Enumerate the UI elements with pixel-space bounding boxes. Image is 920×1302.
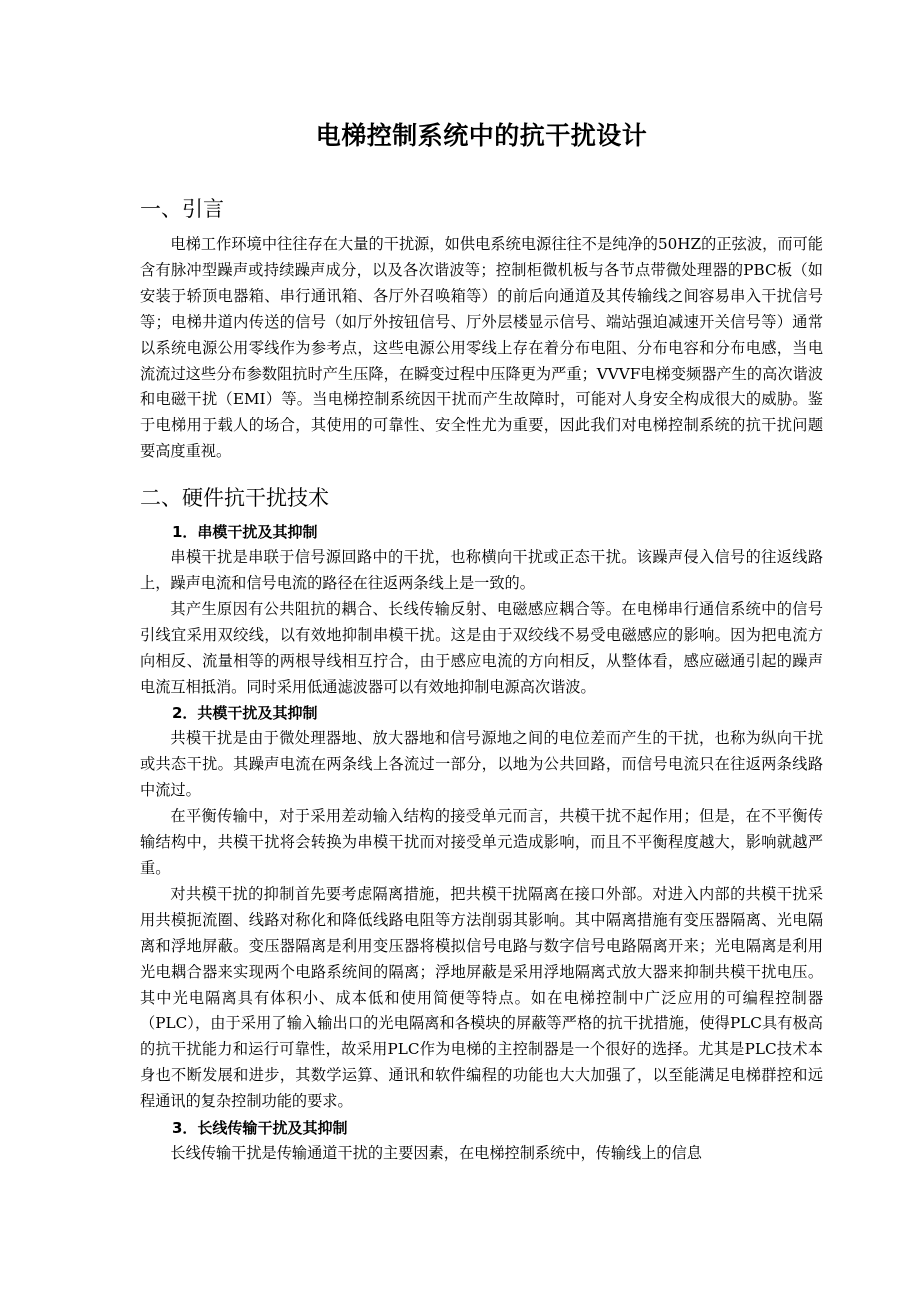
series-mode-paragraph-2: 其产生原因有公共阻抗的耦合、长线传输反射、电磁感应耦合等。在电梯串行通信系统中的信号引线宜采用双绞线，以有效地抑制串模干扰。这是由于双绞线不易受电磁感应的影响。因为把电流方向相反、流量相等的两根导线相互拧合，由于感应电流的方向相反，从整体看，感应磁通引起的躁声电流互相抵消。同时采用低通滤波器可以有效地抑制电源高次谐波。 [140,599,823,696]
hardware-section [140,519,823,1167]
introduction-paragraph: 电梯工作环境中往往存在大量的干扰源，如供电系统电源往往不是纯净的50HZ的正弦波，而可能含有脉冲型躁声或持续躁声成分，以及各次谐波等；控制柜微机板与各节点带微处理器的PBC板（如安装于轿顶电器箱、串行通讯箱、各厅外召唤箱等）的前后向通道及其传输线之间容易串入干扰信号等；电梯井道内传送的信号（如厅外按钮信号、厅外层楼显示信号、端站强迫减速开关信号等）通常以系统电源公用零线作为参考点，这些电源公用零线上存在着分布电阻、分布电容和分布电感，当电流流过这些分布参数阻抗时产生压降，在瞬变过程中压降更为严重；VVVF电梯变频器产生的高次谐波和电磁干扰（EMI）等。当电梯控制系统因干扰而产生故障时，可能对人身安全构成很大的威胁。鉴于电梯用于载人的场合，其使用的可靠性、安全性尤为重要，因此我们对电梯控制系统的抗干扰问题要高度重视。 [140,235,823,461]
common-mode-paragraph-1: 共模干扰是由于微处理器地、放大器地和信号源地之间的电位差而产生的干扰，也称为纵向干扰或共态干扰。其躁声电流在两条线上各流过一部分，以地为公共回路，而信号电流只在往返两条线路中流过。 [140,729,823,800]
subheading-long-line: 3．长线传输干扰及其抑制 [172,1119,348,1138]
section-heading-introduction: 一、引言 [140,197,224,221]
section-heading-hardware: 二、硬件抗干扰技术 [140,486,329,510]
common-mode-paragraph-3: 对共模干扰的抑制首先要考虑隔离措施，把共模干扰隔离在接口外部。对进入内部的共模干扰采用共模扼流圈、线路对称化和降低线路电阻等方法削弱其影响。其中隔离措施有变压器隔离、光电隔离和浮地屏蔽。变压器隔离是利用变压器将模拟信号电路与数字信号电路隔离开来；光电隔离是利用光电耦合器来实现两个电路系统间的隔离；浮地屏蔽是采用浮地隔离式放大器来抑制共模干扰电压。其中光电隔离具有体积小、成本低和使用简便等特点。如在电梯控制中广泛应用的可编程控制器（PLC），由于采用了输入输出口的光电隔离和各模块的屏蔽等严格的抗干扰措施，使得PLC具有极高的抗干扰能力和运行可靠性，故采用PLC作为电梯的主控制器是一个很好的选择。尤其是PLC技术本身也不断发展和进步，其数学运算、通讯和软件编程的功能也大大加强了，以至能满足电梯群控和远程通讯的复杂控制功能的要求。 [140,884,823,1111]
introduction-section [140,232,823,465]
subheading-common-mode: 2．共模干扰及其抑制 [172,704,318,723]
long-line-paragraph-1: 长线传输干扰是传输通道干扰的主要因素，在电梯控制系统中，传输线上的信息 [170,1144,702,1163]
series-mode-paragraph-1: 串模干扰是串联于信号源回路中的干扰，也称横向干扰或正态干扰。该躁声侵入信号的往返线路上，躁声电流和信号电流的路径在往返两条线上是一致的。 [140,548,823,592]
document-title: 电梯控制系统中的抗干扰设计 [315,121,648,150]
subheading-series-mode: 1．串模干扰及其抑制 [172,523,318,541]
common-mode-paragraph-2: 在平衡传输中，对于采用差动输入结构的接受单元而言，共模干扰不起作用；但是，在不平衡传输结构中，共模干扰将会转换为串模干扰而对接受单元造成影响，而且不平衡程度越大，影响就越严重。 [140,807,823,877]
